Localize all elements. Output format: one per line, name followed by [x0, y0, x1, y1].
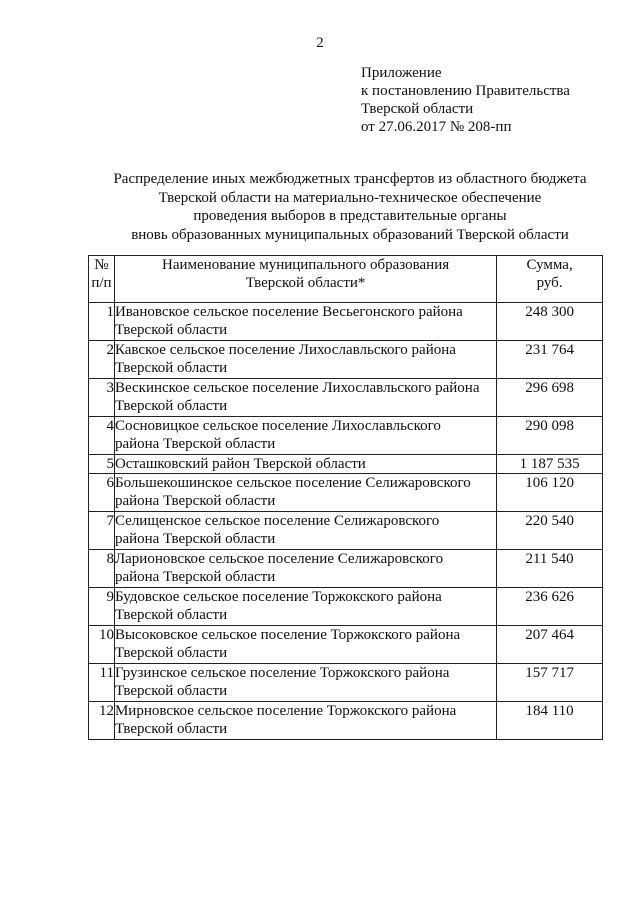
row-name [114, 512, 496, 550]
row-name-line-2: Тверской области [114, 645, 228, 661]
row-name-line-1: Ивановское сельское поселение Весьегонского района [114, 304, 463, 320]
title-line-4: вновь образованных муниципальных образований Тверской области [131, 226, 569, 243]
row-name-line-1: Мирновское сельское поселение Торжокского района [114, 703, 457, 719]
row-sum: 231 764 [497, 341, 603, 379]
row-name-line-1: Высоковское сельское поселение Торжокского района [114, 627, 461, 643]
row-name-line-2: района Тверской области [114, 493, 276, 509]
row-sum: 290 098 [497, 417, 603, 455]
annex-line-1: Приложение [361, 65, 442, 81]
table-row [89, 588, 603, 626]
header-sum [497, 256, 603, 303]
row-number: 8 [89, 550, 115, 588]
row-name [114, 341, 496, 379]
row-name-line-1: Кавское сельское поселение Лихославльского района [114, 342, 456, 358]
row-name-line-1: Селищенское сельское поселение Селижаровского [114, 513, 440, 529]
row-sum: 248 300 [497, 303, 603, 341]
row-number: 2 [89, 341, 115, 379]
table-row [89, 626, 603, 664]
header-name [114, 256, 496, 303]
row-name [114, 474, 496, 512]
row-name-line-2: Тверской области [114, 721, 228, 737]
transfers-table [88, 255, 603, 740]
row-name [114, 379, 496, 417]
table-row [89, 341, 603, 379]
header-number-line-1: № [94, 257, 109, 273]
table-row [89, 702, 603, 740]
header-sum-line-2: руб. [536, 275, 563, 291]
row-sum: 157 717 [497, 664, 603, 702]
row-name [114, 417, 496, 455]
row-name [114, 664, 496, 702]
row-name [114, 626, 496, 664]
annex-line-4: от 27.06.2017 № 208-пп [361, 119, 512, 135]
row-name-line-1: Сосновицкое сельское поселение Лихославльского [114, 418, 441, 434]
row-number: 11 [89, 664, 115, 702]
row-name-line-2: Тверской области [114, 360, 228, 376]
row-number: 4 [89, 417, 115, 455]
row-name [114, 550, 496, 588]
table-row [89, 379, 603, 417]
table-header-row [89, 256, 603, 303]
row-number: 7 [89, 512, 115, 550]
table-row [89, 664, 603, 702]
row-sum: 106 120 [497, 474, 603, 512]
row-sum: 207 464 [497, 626, 603, 664]
header-name-line-2: Тверской области* [245, 275, 366, 291]
table-row [89, 474, 603, 512]
row-name [114, 303, 496, 341]
row-name [114, 702, 496, 740]
row-number: 12 [89, 702, 115, 740]
header-number-line-2: п/п [91, 275, 112, 291]
table-row [89, 303, 603, 341]
row-sum: 236 626 [497, 588, 603, 626]
table-row [89, 512, 603, 550]
row-name-line-2: района Тверской области [114, 569, 276, 585]
row-name-line-2: Тверской области [114, 398, 228, 414]
row-name-line-2: Тверской области [114, 683, 228, 699]
row-name-line-1: Вескинское сельское поселение Лихославльского района [114, 380, 480, 396]
row-number: 3 [89, 379, 115, 417]
annex-block [361, 64, 570, 136]
table-row [89, 550, 603, 588]
header-number [89, 256, 115, 303]
row-name-line-1: Ларионовское сельское поселение Селижаровского [114, 551, 444, 567]
title-line-3: проведения выборов в представительные органы [193, 208, 507, 224]
row-name-line-2: района Тверской области [114, 436, 276, 452]
annex-line-3: Тверской области [361, 101, 474, 117]
row-sum: 211 540 [497, 550, 603, 588]
row-number: 9 [89, 588, 115, 626]
row-name-line-1: Грузинское сельское поселение Торжокского района [114, 665, 450, 681]
row-name [114, 455, 496, 474]
header-sum-line-1: Сумма, [526, 257, 573, 273]
row-sum: 184 110 [497, 702, 603, 740]
row-name-line-1: Большекошинское сельское поселение Селижаровского [114, 475, 471, 491]
row-name-line-1: Будовское сельское поселение Торжокского района [114, 589, 442, 605]
row-sum: 1 187 535 [497, 455, 603, 474]
annex-line-2: к постановлению Правительства [361, 83, 570, 99]
row-number: 1 [89, 303, 115, 341]
row-name-line-2: Тверской области [114, 322, 228, 338]
table-row [89, 455, 603, 474]
row-number: 6 [89, 474, 115, 512]
row-number: 5 [89, 455, 115, 474]
table-row [89, 417, 603, 455]
row-name-line-2: Тверской области [114, 607, 228, 623]
document-title [60, 170, 640, 244]
row-name [114, 588, 496, 626]
row-name-line-2: района Тверской области [114, 531, 276, 547]
title-line-2: Тверской области на материально-техническое обеспечение [158, 189, 542, 206]
row-number: 10 [89, 626, 115, 664]
title-line-1: Распределение иных межбюджетных трансфертов из областного бюджета [113, 171, 587, 187]
row-name-line-1: Осташковский район Тверской области [114, 456, 366, 472]
row-sum: 220 540 [497, 512, 603, 550]
page-number: 2 [316, 35, 324, 51]
row-sum: 296 698 [497, 379, 603, 417]
header-name-line-1: Наименование муниципального образования [162, 257, 450, 273]
